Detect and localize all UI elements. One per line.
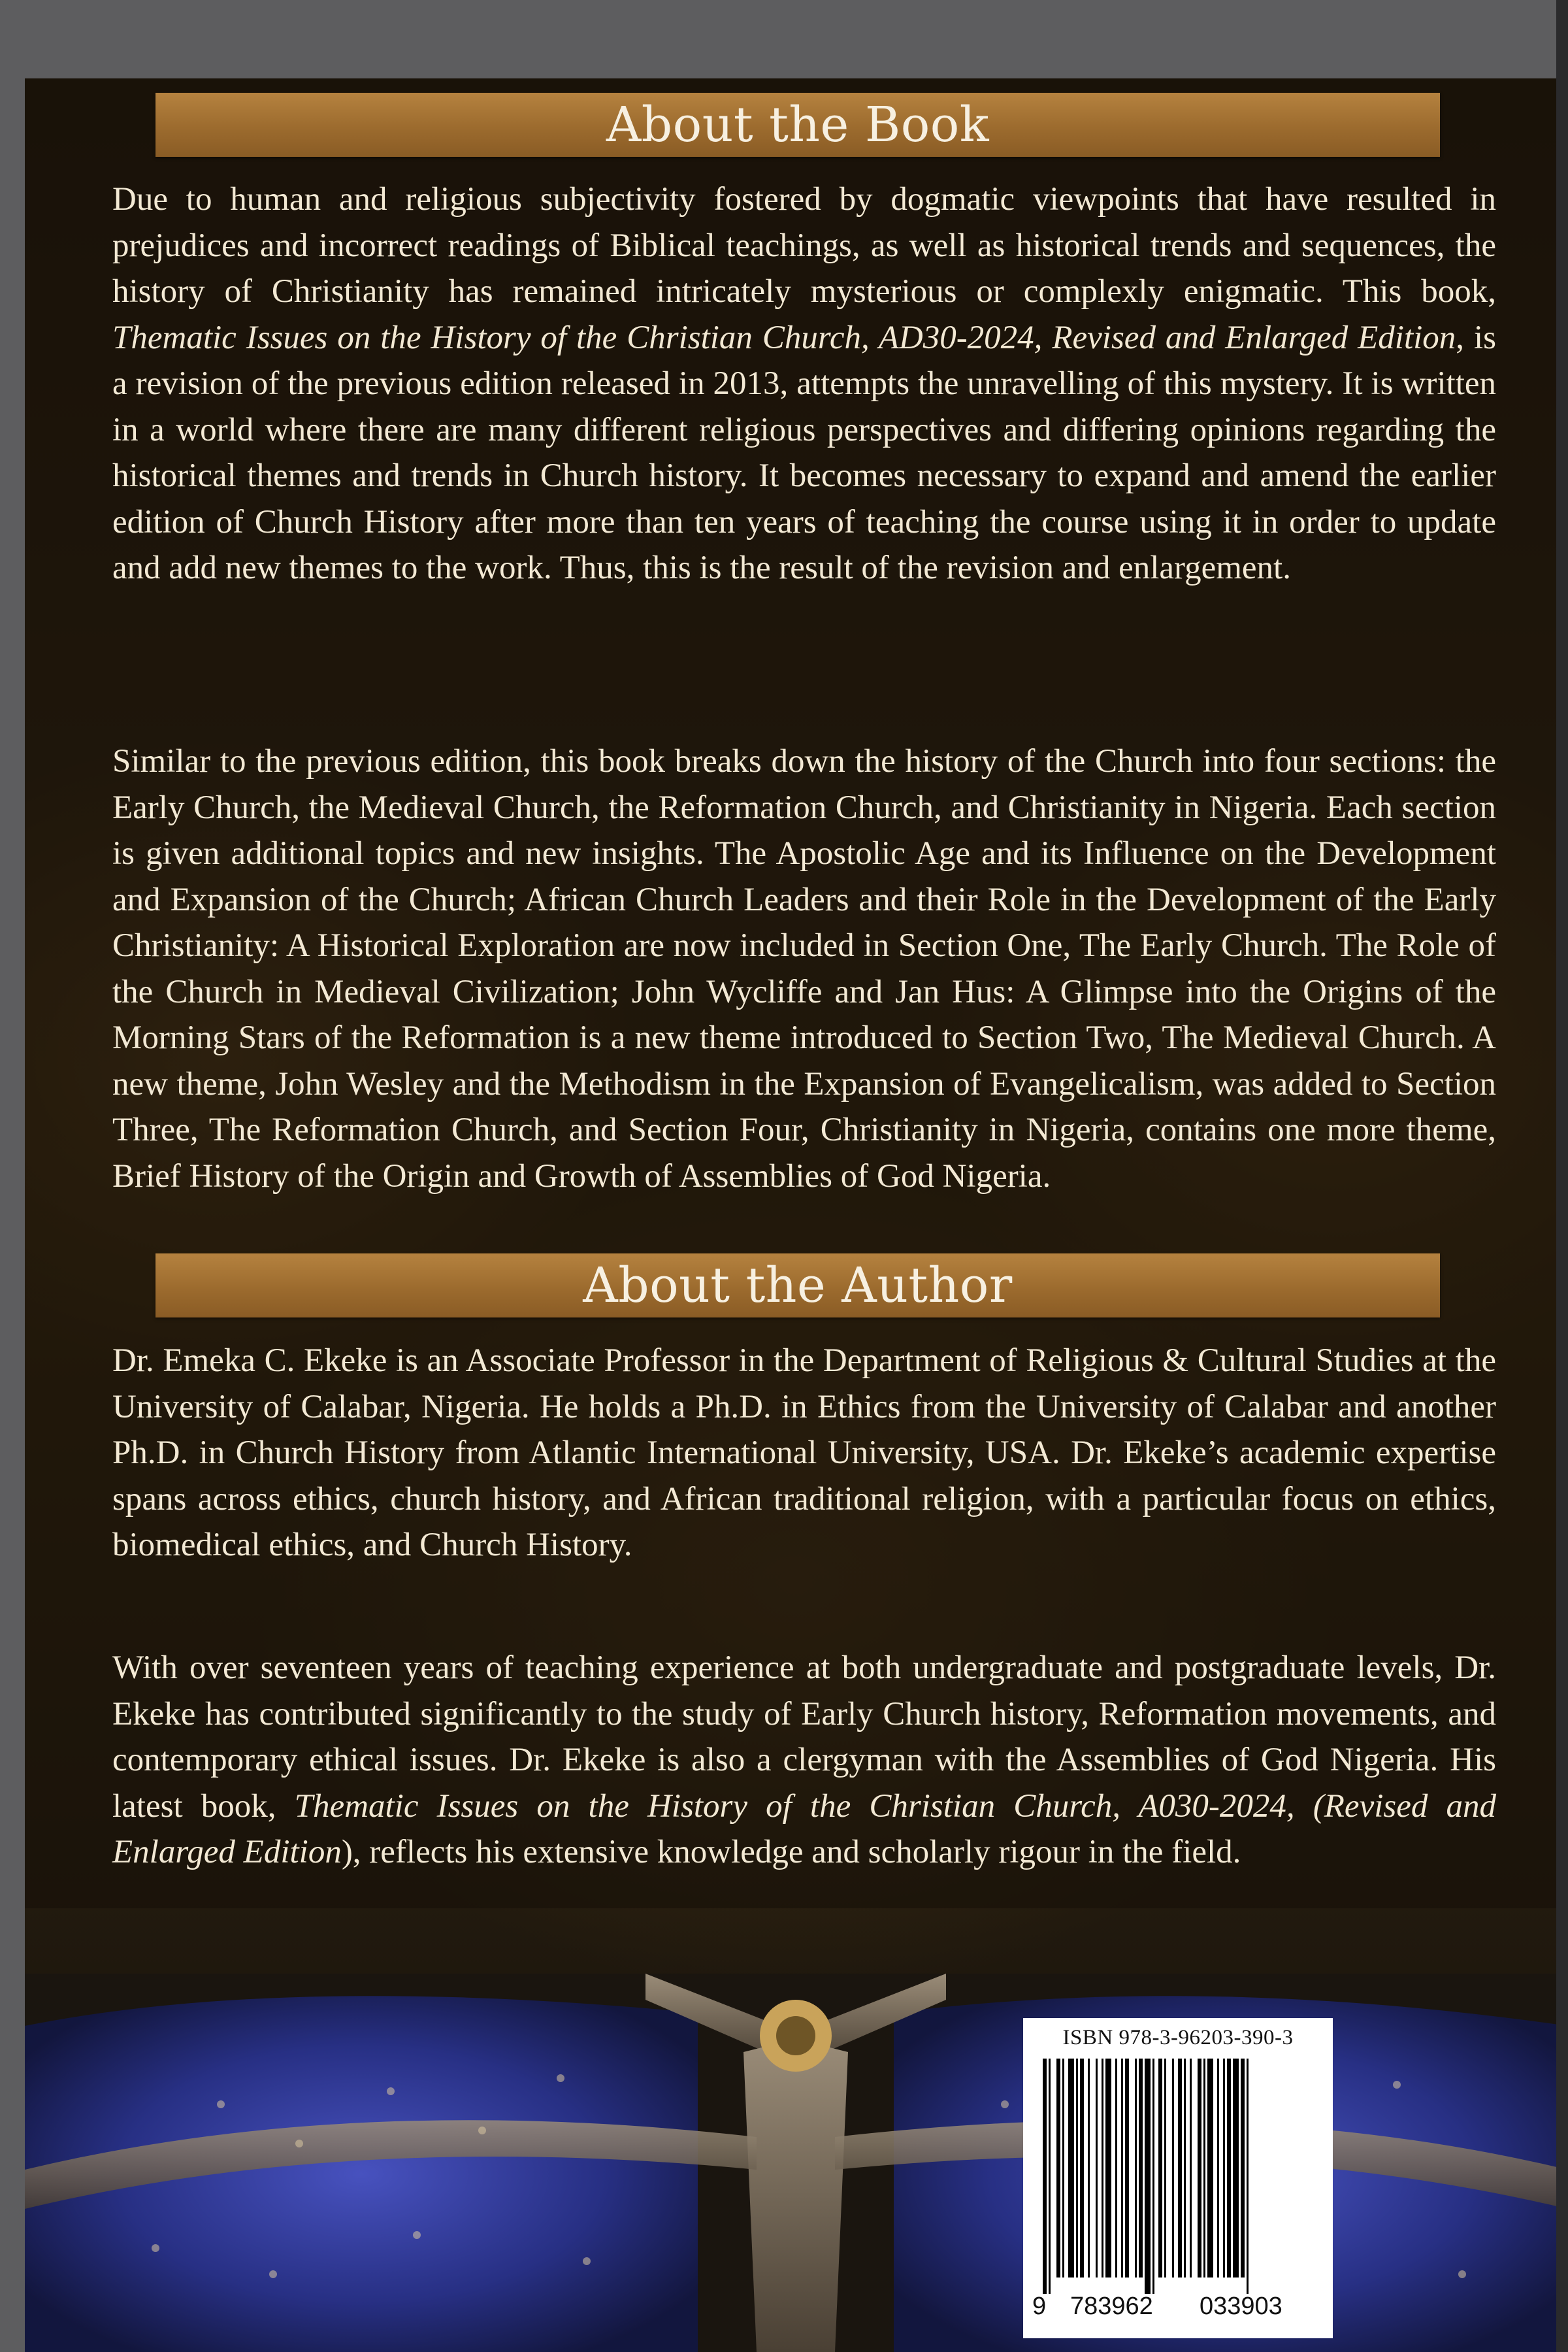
barcode-bar xyxy=(1198,2059,1201,2277)
barcode-bar xyxy=(1233,2059,1239,2277)
barcode-bars xyxy=(1036,2059,1320,2294)
barcode-bar xyxy=(1121,2059,1123,2277)
barcode-bar xyxy=(1135,2059,1137,2277)
about-book-paragraph-1 xyxy=(112,176,1496,591)
isbn-barcode xyxy=(1023,2018,1333,2338)
barcode-bar xyxy=(1062,2059,1064,2277)
barcode-bar xyxy=(1088,2059,1090,2277)
author-book-title-italic: Thematic Issues on the History of the Christian Church, A030-2024, (Revised and Enlarged Edition xyxy=(112,1787,1496,1870)
barcode-bar xyxy=(1115,2059,1117,2277)
barcode-bar xyxy=(1203,2059,1205,2277)
barcode-bar xyxy=(1190,2059,1192,2277)
about-book-p1-text-b: , is a revision of the previous edition released in 2013, attempts the unravelling of this mystery. It is written in a world where there are many different religious perspectives and differing opinions regarding the historical themes and trends in Church history. It becomes necessary to expand and amend the earlier edition of Church History after more than ten years of teaching the course using it in order to update and add new themes to the work. Thus, this is the result of the revision and enlargement. xyxy=(112,319,1496,586)
barcode-bar xyxy=(1207,2059,1213,2277)
about-book-paragraph-2: Similar to the previous edition, this book breaks down the history of the Church into four sections: the Early Church, the Medieval Church, the Reformation Church, and Christianity in Nigeria. Each section is given additional topics and new insights. The Apostolic Age and its Influence on the Development and Expansion of the Church; African Church Leaders and their Role in the Development of the Early Christianity: A Historical Exploration are now included in Section One, The Early Church. The Role of the Church in Medieval Civilization; John Wycliffe and Jan Hus: A Glimpse into the Origins of the Morning Stars of the Reformation is a new theme introduced to Section Two, The Medieval Church. A new theme, John Wesley and the Methodism in the Expansion of Evangelicalism, was added to Section Three, The Reformation Church, and Section Four, Christianity in Nigeria, contains one more theme, Brief History of the Origin and Growth of Assemblies of God Nigeria. xyxy=(112,743,1496,1195)
book-back-cover xyxy=(25,78,1568,2352)
about-author-paragraph-2 xyxy=(112,1645,1496,1876)
barcode-bar xyxy=(1227,2059,1231,2277)
barcode-bar xyxy=(1172,2059,1174,2277)
barcode-bar xyxy=(1178,2059,1182,2277)
about-author-paragraph-1: Dr. Emeka C. Ekeke is an Associate Professor in the Department of Religious & Cultural Studies at the University of Calabar, Nigeria. He holds a Ph.D. in Ethics from the University of Calabar and another Ph.D. in Church History from Atlantic International University, USA. Dr. Ekeke’s academic expertise spans across ethics, church history, and African traditional religion, with a particular focus on ethics, biomedical ethics, and Church History. xyxy=(112,1342,1496,1563)
about-book-heading-bar xyxy=(155,93,1440,157)
barcode-bar xyxy=(1152,2059,1154,2294)
barcode-bar xyxy=(1096,2059,1098,2277)
barcode-bar xyxy=(1102,2059,1103,2277)
barcode-digits-right: 033903 xyxy=(1200,2293,1282,2320)
barcode-bar xyxy=(1125,2059,1129,2277)
barcode-bar xyxy=(1049,2059,1051,2294)
barcode-digits-left: 783962 xyxy=(1070,2293,1153,2320)
book-title-italic: Thematic Issues on the History of the Christian Church, AD30-2024, Revised and Enlarged Edition xyxy=(112,319,1456,356)
cathedral-ceiling-image xyxy=(25,1974,1568,2352)
about-author-p2-text-b: ), reflects his extensive knowledge and scholarly rigour in the field. xyxy=(341,1834,1241,1870)
about-book-heading: About the Book xyxy=(606,97,990,153)
about-author-p2-text-a: With over seventeen years of teaching experience at both undergraduate and postgraduate levels, Dr. Ekeke has contributed significantly to the study of Early Church history, Reformation movements, and contemporary ethical issues. Dr. Ekeke is also a clergyman with the Assemblies of God Nigeria. His latest book, xyxy=(112,1649,1496,1825)
barcode-bar xyxy=(1068,2059,1074,2277)
barcode-bar xyxy=(1056,2059,1060,2277)
barcode-bar xyxy=(1076,2059,1078,2277)
barcode-bar xyxy=(1241,2059,1245,2277)
barcode-bar xyxy=(1223,2059,1225,2277)
barcode-bar xyxy=(1139,2059,1143,2277)
about-book-p1-text-a: Due to human and religious subjectivity fostered by dogmatic viewpoints that have resulted in prejudices and incorrect readings of Biblical teachings, as well as historical trends and sequences, the history of Christianity has remained intricately mysterious or complexly enigmatic. This book, xyxy=(112,181,1496,310)
barcode-bar xyxy=(1080,2059,1084,2277)
barcode-bar xyxy=(1217,2059,1219,2277)
right-edge-strip xyxy=(1556,0,1568,2352)
isbn-label: ISBN 978-3-96203-390-3 xyxy=(1062,2026,1294,2049)
about-author-heading-bar xyxy=(155,1253,1440,1317)
about-author-heading: About the Author xyxy=(583,1257,1013,1314)
barcode-digit-first: 9 xyxy=(1032,2293,1047,2320)
barcode-bar xyxy=(1184,2059,1186,2277)
barcode-bar xyxy=(1145,2059,1151,2294)
barcode-bar xyxy=(1158,2059,1162,2277)
barcode-bar xyxy=(1247,2059,1249,2294)
barcode-bar xyxy=(1164,2059,1166,2277)
barcode-bar xyxy=(1043,2059,1047,2294)
barcode-bar xyxy=(1105,2059,1111,2277)
